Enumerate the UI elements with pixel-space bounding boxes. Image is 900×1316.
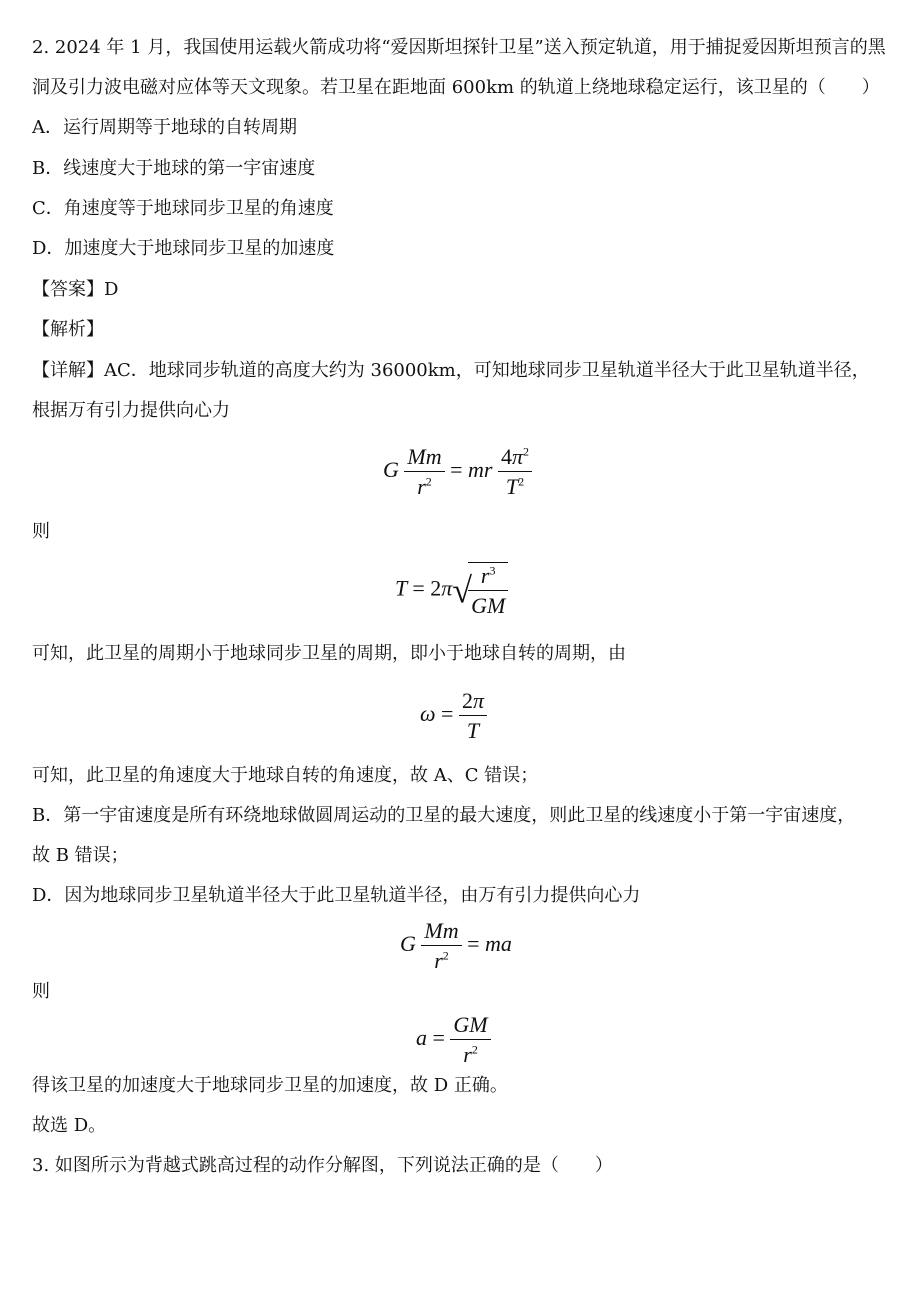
equation-angular-velocity: ω = $\frac{2\pi}{T}$ [420,688,487,744]
equation-period-formula: T = 2π√ $\frac{r^3}{GM}$ [395,562,508,619]
detail-line1: 【详解】AC．地球同步轨道的高度大约为 36000km，可知地球同步卫星轨道半径大于此卫星轨道半径， [32,360,870,381]
equation-acceleration-formula: a = $\frac{GM}{r^2}$ [416,1012,491,1068]
then-label-2: 则 [32,981,50,1002]
detail-line2: 根据万有引力提供向心力 [32,400,230,421]
option-c: C．角速度等于地球同步卫星的角速度 [32,198,334,219]
equation-gravity-period: G $\frac{Mm}{r^2}$ = mr $\frac{4\pi^2}{T^2}$ [383,444,532,500]
q3-stem: 3. 如图所示为背越式跳高过程的动作分解图，下列说法正确的是（ ） [32,1155,613,1176]
b-explanation-line2: 故 B 错误； [32,845,129,866]
option-a: A．运行周期等于地球的自转周期 [32,117,297,138]
q2-stem-line1: 2. 2024 年 1 月，我国使用运载火箭成功将“爱因斯坦探针卫星”送入预定轨道，用于捕捉爱因斯坦预言的黑 [32,37,886,58]
equation-gravity-acceleration: G $\frac{Mm}{r^2}$ = ma [400,918,512,973]
option-b: B．线速度大于地球的第一宇宙速度 [32,158,316,179]
d-explanation-line1: D．因为地球同步卫星轨道半径大于此卫星轨道半径，由万有引力提供向心力 [32,885,641,906]
conclusion-line: 得该卫星的加速度大于地球同步卫星的加速度，故 D 正确。 [32,1075,508,1096]
q2-stem-line2: 洞及引力波电磁对应体等天文现象。若卫星在距地面 600km 的轨道上绕地球稳定运行，该卫星的（ ） [32,77,880,98]
choose-line: 故选 D。 [32,1115,107,1136]
answer: 【答案】D [32,279,119,300]
option-d: D．加速度大于地球同步卫星的加速度 [32,238,335,259]
then-label-1: 则 [32,521,50,542]
know-line1: 可知，此卫星的周期小于地球同步卫星的周期，即小于地球自转的周期，由 [32,643,626,664]
analysis-heading: 【解析】 [32,319,104,340]
know-line2: 可知，此卫星的角速度大于地球自转的角速度，故 A、C 错误； [32,765,539,786]
b-explanation-line1: B．第一宇宙速度是所有环绕地球做圆周运动的卫星的最大速度，则此卫星的线速度小于第一宇宙速度， [32,805,856,826]
